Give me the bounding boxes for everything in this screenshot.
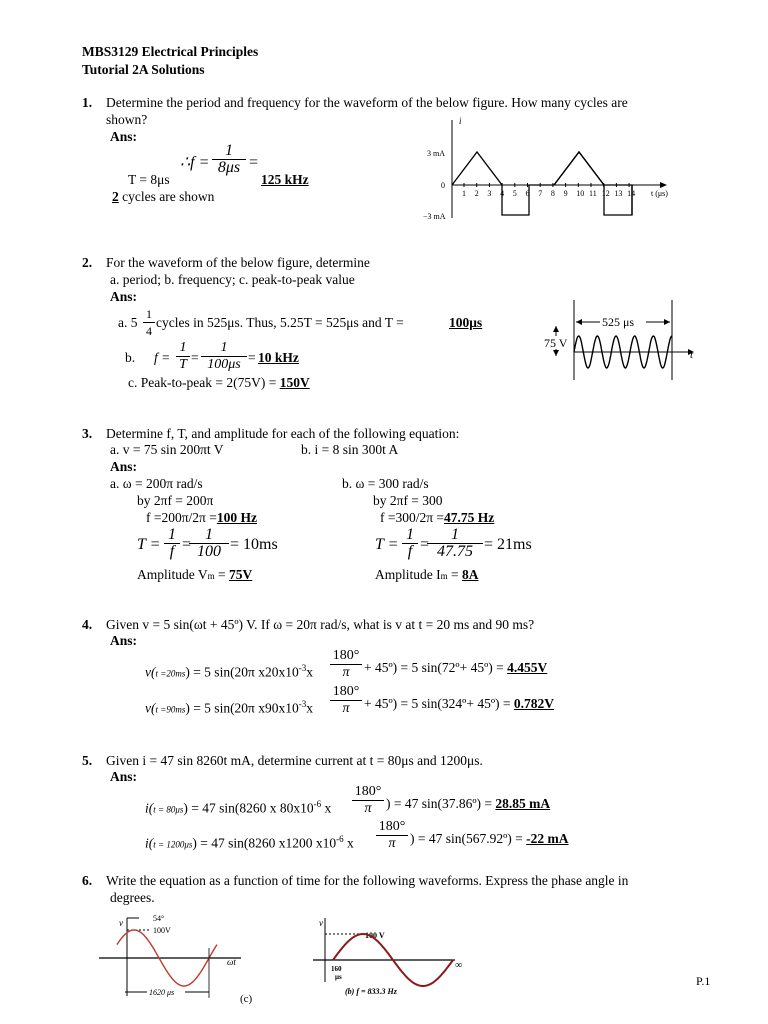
q3a-f-result: 100 Hz	[216, 510, 257, 525]
q3b-frac2-num: 1	[427, 527, 483, 544]
q4-l1-frac-num: 180°	[330, 648, 362, 665]
q3-ans-label: Ans:	[110, 459, 138, 474]
q3b-f-result: 47.75 Hz	[444, 510, 495, 525]
q3a-frac1-den: f	[169, 543, 175, 560]
q1-x-tick-label: 12	[601, 189, 610, 198]
q3-number: 3.	[82, 426, 93, 441]
q4-l1-x: x	[306, 664, 314, 680]
q5-l2-frac-num: 180°	[376, 819, 408, 836]
q4-l1-mid: ) = 5 sin(20π x20x10	[185, 664, 299, 680]
q2-amp-label: 75 V	[544, 336, 568, 350]
q2-a-frac-den: 4	[146, 324, 152, 338]
q4-l1-fraction	[330, 648, 362, 681]
q2-b-frac1	[176, 340, 190, 373]
q3a-amp-sub: m	[207, 571, 215, 581]
q3b-f	[380, 510, 494, 526]
q3b-omega: b. ω = 300 rad/s	[342, 476, 429, 491]
tutorial-title: Tutorial 2A Solutions	[82, 62, 205, 77]
q5-l1-rest	[386, 796, 550, 812]
q1-x-tick-label: 2	[474, 189, 479, 198]
q5-l1-exp: -6	[313, 799, 322, 809]
q2-waveform-figure	[540, 296, 700, 382]
q3a-f-calc: f =200π/2π =	[146, 510, 217, 525]
q4-l2-sub: t =90ms	[155, 704, 186, 715]
q4-l2-rest-text: + 45º) = 5 sin(324º+ 45º) =	[364, 696, 514, 711]
q3a-T: T =	[137, 536, 161, 553]
q5-l1-fraction	[352, 784, 384, 817]
q3b-frac1-num: 1	[402, 527, 418, 544]
q4-l1-lhs: v(	[145, 664, 156, 680]
q4-l1-rest-text: + 45º) = 5 sin(72º+ 45º) =	[364, 660, 508, 675]
q1-x-tick-label: 7	[538, 189, 543, 198]
q1-frequency-result: 125 kHz	[261, 172, 309, 187]
q6-text-cont: degrees.	[110, 890, 155, 905]
q3b-frac2	[427, 527, 483, 560]
q6b-amp: 100 V	[365, 931, 385, 940]
q5-l2-sub: t = 1200μs	[153, 839, 193, 850]
q3b-T: T =	[375, 536, 399, 553]
q1-x-tick-label: 3	[487, 189, 492, 198]
q6-figure-c	[95, 908, 245, 1000]
q1-equals: =	[248, 154, 259, 171]
q3a-amp-result: 75V	[229, 567, 253, 582]
q6c-time: 1620 μs	[149, 988, 175, 997]
q3b-amp-result: 8A	[462, 567, 479, 582]
q4-number: 4.	[82, 617, 93, 632]
q2-a-text: cycles in 525μs. Thus, 5.25T = 525μs and T =	[156, 315, 404, 330]
q3a-by: by 2πf = 200π	[137, 493, 214, 508]
q2-number: 2.	[82, 255, 93, 270]
q2-time-label: 525 μs	[602, 315, 635, 329]
q3a-frac2-num: 1	[189, 527, 229, 544]
q3-eq-a: a. v = 75 sin 200πt V	[110, 442, 224, 457]
q1-ans-label: Ans:	[110, 129, 138, 144]
q2-amp-arrow-down	[553, 350, 559, 356]
q1-x-tick-label: 5	[512, 189, 517, 198]
q1-therefore: ∴f =	[180, 154, 210, 171]
q1-period: T = 8μs	[128, 172, 170, 187]
q6b-time-top: 160	[331, 965, 342, 973]
q5-l2-result: -22 mA	[526, 831, 569, 846]
q1-frac-den: 8μs	[217, 159, 241, 176]
q1-x-tick-label: 8	[550, 189, 555, 198]
q2-a-prefix: a. 5	[118, 315, 138, 330]
q5-l2-fraction	[376, 819, 408, 852]
q1-waveform-figure	[415, 110, 695, 230]
q3-text: Determine f, T, and amplitude for each of the following equation:	[106, 426, 460, 441]
q3b-by: by 2πf = 300	[373, 493, 443, 508]
q2-c-label: c. Peak-to-peak = 2(75V) =	[128, 375, 280, 390]
q1-x-tick-label: 13	[614, 189, 623, 198]
q2-b-frac2	[201, 340, 247, 373]
q4-l2-mid: ) = 5 sin(20π x90x10	[185, 700, 299, 716]
q4-l1-result: 4.455V	[507, 660, 548, 675]
q4-l2-frac-den: π	[342, 701, 350, 716]
q6-text: Write the equation as a function of time for the following waveforms. Express the phase angle in	[106, 873, 629, 888]
q3-eq-b: b. i = 8 sin 300t A	[301, 442, 399, 457]
q5-line1	[145, 796, 331, 818]
q2-b-result: 10 kHz	[258, 350, 299, 365]
q2-b-frac2-den: 100μs	[207, 357, 241, 372]
q1-cycles-text: cycles are shown	[118, 189, 215, 204]
q6c-caption: (c)	[240, 993, 253, 1005]
q3a-amp-eq: =	[214, 567, 230, 582]
q1-axis-arrow	[660, 182, 667, 188]
q1-x-tick-label: 9	[563, 189, 568, 198]
q3b-frac2-den: 47.75	[437, 543, 473, 560]
q6c-v-label: v	[119, 918, 123, 928]
q1-x-unit: t (μs)	[651, 189, 668, 198]
q4-l2-frac-num: 180°	[330, 684, 362, 701]
q1-number: 1.	[82, 95, 93, 110]
q1-fraction	[212, 143, 246, 176]
q6c-angle: 54°	[153, 914, 165, 923]
q1-x-tick-label: 10	[576, 189, 585, 198]
q6b-v-label: v	[319, 918, 323, 928]
q3b-frac1-den: f	[407, 543, 413, 560]
q4-l2-rest	[364, 696, 554, 712]
q5-l2-frac-den: π	[388, 836, 396, 851]
q4-l1-frac-den: π	[342, 665, 350, 680]
q2-b-prefix: b.	[125, 350, 136, 365]
q1-y-bottom: −3 mA	[423, 212, 446, 221]
q4-l2-fraction	[330, 684, 362, 717]
q2-parts: a. period; b. frequency; c. peak-to-peak value	[110, 272, 355, 287]
q5-l1-rest-text: ) = 47 sin(37.86º) =	[386, 796, 496, 811]
q4-l2-exp: -3	[298, 699, 307, 709]
q2-a-result: 100μs	[449, 315, 483, 330]
q5-l1-lhs: i(	[145, 800, 154, 816]
q2-b-frac1-den: T	[179, 357, 187, 372]
q6b-axis-label: ∞	[455, 960, 463, 971]
q3a-eq: =	[181, 536, 192, 553]
q3a-frac1	[164, 527, 180, 560]
q3b-amp-sub: m	[440, 571, 448, 581]
q5-l1-frac-num: 180°	[352, 784, 384, 801]
q4-l2-lhs: v(	[145, 700, 156, 716]
q1-text-cont: shown?	[106, 112, 148, 127]
q2-c-text	[128, 375, 310, 391]
q3a-T-result: = 10ms	[230, 536, 278, 553]
q5-l1-frac-den: π	[364, 801, 372, 816]
q3b-amplitude	[375, 567, 479, 584]
q5-l2-rest	[410, 831, 569, 847]
q5-l2-mid: ) = 47 sin(8260 x1200 x10	[192, 835, 337, 851]
q6b-time-bot: μs	[335, 973, 342, 981]
q5-text: Given i = 47 sin 8260t mA, determine current at t = 80μs and 1200μs.	[106, 753, 483, 768]
q2-a-frac-num: 1	[143, 306, 155, 323]
page-number: P.1	[696, 974, 711, 988]
q3b-amp-eq: =	[447, 567, 463, 582]
q2-dim-arrow-right	[664, 319, 670, 325]
q3a-amplitude	[137, 567, 252, 584]
q3b-T-result: = 21ms	[484, 536, 532, 553]
q3a-frac2	[189, 527, 229, 560]
q3a-f	[146, 510, 257, 526]
q1-x-tick-label: 4	[500, 189, 505, 198]
q1-frac-num: 1	[212, 143, 246, 160]
q4-l1-sub: t =20ms	[155, 668, 186, 679]
q1-y-label: i	[459, 116, 462, 126]
q5-l2-rest-text: ) = 47 sin(567.92º) =	[410, 831, 527, 846]
q2-c-result: 150V	[279, 375, 310, 390]
q1-cycles-count: 2	[112, 189, 119, 204]
q5-l2-exp: -6	[336, 834, 344, 844]
q6b-caption: (b) f = 833.3 Hz	[345, 987, 397, 996]
q6c-axis-label: ωt	[227, 957, 236, 967]
q1-text: Determine the period and frequency for the waveform of the below figure. How many cycles are	[106, 95, 628, 110]
q3a-frac2-den: 100	[197, 543, 221, 560]
q2-b-eq2: =	[248, 350, 256, 365]
q3a-omega: a. ω = 200π rad/s	[110, 476, 203, 491]
q4-l1-exp: -3	[298, 663, 307, 673]
q3a-frac1-num: 1	[164, 527, 180, 544]
q4-l1-rest	[364, 660, 547, 676]
q5-ans-label: Ans:	[110, 769, 138, 784]
q2-amp-arrow-up	[553, 326, 559, 332]
q3b-eq: =	[419, 536, 430, 553]
q2-b-frac1-num: 1	[176, 340, 190, 357]
q4-l2-x: x	[306, 700, 314, 716]
q3b-amp-label: Amplitude I	[375, 567, 441, 582]
q5-l2-x: x	[343, 835, 354, 851]
q6c-amp: 100V	[153, 926, 171, 935]
q3a-amp-label: Amplitude V	[137, 567, 208, 582]
q4-ans-label: Ans:	[110, 633, 138, 648]
q5-l1-sub: t = 80μs	[153, 804, 184, 815]
q5-l2-lhs: i(	[145, 835, 154, 851]
q3b-frac1	[402, 527, 418, 560]
q2-a-fraction	[143, 306, 155, 339]
q2-axis-label: t	[690, 349, 694, 361]
q6-figure-b	[305, 912, 467, 998]
q4-line1	[145, 660, 313, 682]
q6-number: 6.	[82, 873, 93, 888]
q4-line2	[145, 696, 313, 718]
q2-b-f: f =	[154, 350, 171, 365]
q2-ans-label: Ans:	[110, 289, 138, 304]
q1-y-top: 3 mA	[427, 149, 445, 158]
q4-text: Given v = 5 sin(ωt + 45º) V. If ω = 20π rad/s, what is v at t = 20 ms and 90 ms?	[106, 617, 535, 632]
q1-x-tick-label: 14	[627, 189, 636, 198]
q3b-f-calc: f =300/2π =	[380, 510, 445, 525]
q1-x-tick-label: 11	[589, 189, 597, 198]
q2-dim-arrow-left	[576, 319, 582, 325]
q5-l1-x: x	[321, 800, 332, 816]
q5-l1-mid: ) = 47 sin(8260 x 80x10	[183, 800, 314, 816]
q5-number: 5.	[82, 753, 93, 768]
q2-text: For the waveform of the below figure, determine	[106, 255, 370, 270]
q4-l2-result: 0.782V	[513, 696, 555, 711]
q1-x-tick-label: 1	[462, 189, 466, 198]
q2-b-frac2-num: 1	[201, 340, 247, 357]
q2-b-eq: =	[191, 350, 199, 365]
course-title: MBS3129 Electrical Principles	[82, 44, 259, 59]
q5-line2	[145, 831, 354, 853]
q1-x-tick-label: 6	[525, 189, 530, 198]
q5-l1-result: 28.85 mA	[495, 796, 551, 811]
q1-y-zero: 0	[441, 181, 445, 190]
q1-cycles	[112, 189, 214, 205]
